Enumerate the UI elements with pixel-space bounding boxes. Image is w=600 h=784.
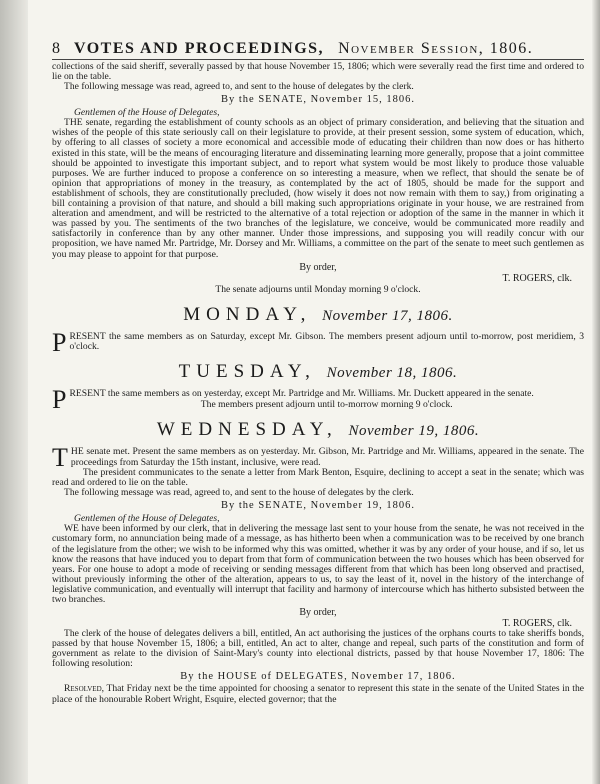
drop-cap-letter: T	[52, 443, 68, 473]
paragraph: collections of the said sheriff, severally passed by that house November 15, 1806; which were severally read the first time and ordered to lie on the table.	[52, 61, 584, 83]
session-entry	[52, 327, 584, 357]
day-name: WEDNESDAY,	[156, 419, 338, 441]
resolved-label: Resolved,	[64, 683, 105, 695]
session-entry	[52, 443, 584, 473]
session-entry-text: HE senate met. Present the same members as on yesterday. Mr. Gibson, Mr. Partridge and Mr. Williams, appeared in the senate. The proceedings from Saturday the 15th instant, inclusive, were read.	[70, 446, 584, 468]
day-heading	[52, 418, 584, 443]
session-entry-text: RESENT the same members as on yesterday, except Mr. Partridge and Mr. Williams. Mr. Duckett appeared in the senate.	[69, 388, 534, 400]
by-order-line: By order,	[299, 607, 337, 619]
paragraph: The following message was read, agreed to, and sent to the house of delegates by the clerk.	[64, 487, 414, 499]
day-heading	[52, 303, 584, 328]
message-dateline: By the SENATE, November 15, 1806.	[221, 94, 415, 106]
session-entry-text: RESENT the same members as on Saturday, except Mr. Gibson. The members present adjourn until to-morrow, post meridiem, 3 o'clock.	[69, 330, 584, 352]
message-dateline: By the HOUSE of DELEGATES, November 17, 1806.	[180, 671, 456, 683]
by-order-line: By order,	[299, 261, 337, 273]
day-name: MONDAY,	[183, 303, 312, 325]
day-date: November 19, 1806.	[348, 423, 480, 440]
clerk-signature: T. ROGERS, clk.	[502, 618, 572, 630]
clerk-signature: T. ROGERS, clk.	[502, 272, 572, 284]
header-session: November Session, 1806.	[338, 40, 534, 57]
paragraph: The clerk of the house of delegates delivers a bill, entitled, An act authorising the justices of the orphans courts to take sheriffs bonds, passed by that house November 15, 1806; a bill, entitled, An act to alter, change and repeal, such parts of the constitution and form of government as relate to the division of Saint-Mary's county into electional districts, passed by that house November 17, 1806: The following resolution:	[52, 628, 584, 670]
drop-cap-letter: P	[52, 327, 67, 357]
page-number: 8	[52, 40, 60, 57]
day-date: November 18, 1806.	[326, 365, 458, 382]
paragraph: WE have been informed by our clerk, that in delivering the message last sent to your house from the senate, he was not received in the customary form, no annunciation being made of a message, as has hitherto been when a communication was to be received by one branch of the legislature from the other; we wish to be informed why this was omitted, whether it was by any order of your house, and if so, let us know the reasons that have induced you to depart from that form of communication between the two houses which has been observed for years. For one house to adopt a mode of receiving or sending messages different from that which has been long observed and practised, without previously informing the other of the alteration, appears to us, to say the least of it, novel in the history of the interchange of legislative communication, and eventually will interrupt that facility and harmony of intercourse which has hitherto subsisted between the two branches.	[52, 523, 584, 606]
document-body	[52, 62, 584, 705]
paragraph: The president communicates to the senate a letter from Mark Benton, Esquire, declining to accept a seat in the senate; which was read and ordered to lie on the table.	[52, 467, 584, 489]
salutation: Gentlemen of the House of Delegates,	[74, 107, 220, 119]
drop-cap-letter: P	[52, 385, 67, 415]
paragraph	[52, 684, 584, 704]
paragraph: THE senate, regarding the establishment of county schools as an object of primary consideration, and believing that the situation and wishes of the people of this state seriously call on their legislature to provide, at their present session, some system of education, which, by offering to all classes of society a more economical and accessible mode of educating their children than now does or has hitherto existed in this state, will be the means of encouraging literature and disseminating learning more generally, propose that a joint committee should be appointed to investigate this important subject, and to report what system would be most likely to produce those valuable purposes. We are further induced to propose a conference on so interesting a measure, when we reflect, that should the senate be of opinion that appropriations of money in the treasury, as contemplated by the act of 1805, should be made for the support and establishment of schools, they are constitutionally precluded, (how wisely it does not now remain with them to say,) from originating a bill containing a provision of that nature, and should a bill making such appropriations originate in your house, we are restrained from alteration and amendment, and will be restricted to the alternative of a total rejection or adoption of the same in the manner in which it was passed by you. The sentiments of the two branches of the legislature, we conceive, would be communicated more readily and satisfactorily in conference than by any other manner. Under those impressions, and supposing you will readily concur with our proposition, we have named Mr. Partridge, Mr. Dorsey and Mr. Williams, a committee on the part of the senate to meet such gentlemen as you may please to appoint for that purpose.	[52, 117, 584, 260]
adjournment-line: The members present adjourn until to-morrow morning 9 o'clock.	[200, 399, 453, 411]
salutation: Gentlemen of the House of Delegates,	[74, 513, 220, 525]
day-name: TUESDAY,	[178, 361, 316, 383]
header-title: VOTES AND PROCEEDINGS,	[74, 40, 325, 57]
page-binding-shadow	[0, 0, 28, 784]
running-header	[52, 40, 584, 60]
paragraph-text: That Friday next be the time appointed for choosing a senator to represent this state in the senate of the United States in the place of the honourable Robert Wright, Esquire, elected governor; that the	[52, 683, 584, 705]
paragraph: The following message was read, agreed to, and sent to the house of delegates by the clerk.	[64, 81, 414, 93]
message-dateline: By the SENATE, November 19, 1806.	[221, 500, 415, 512]
page-edge-shadow	[592, 0, 600, 784]
day-heading	[52, 360, 584, 385]
day-date: November 17, 1806.	[322, 307, 453, 324]
adjournment-line: The senate adjourns until Monday morning 9 o'clock.	[215, 283, 421, 295]
